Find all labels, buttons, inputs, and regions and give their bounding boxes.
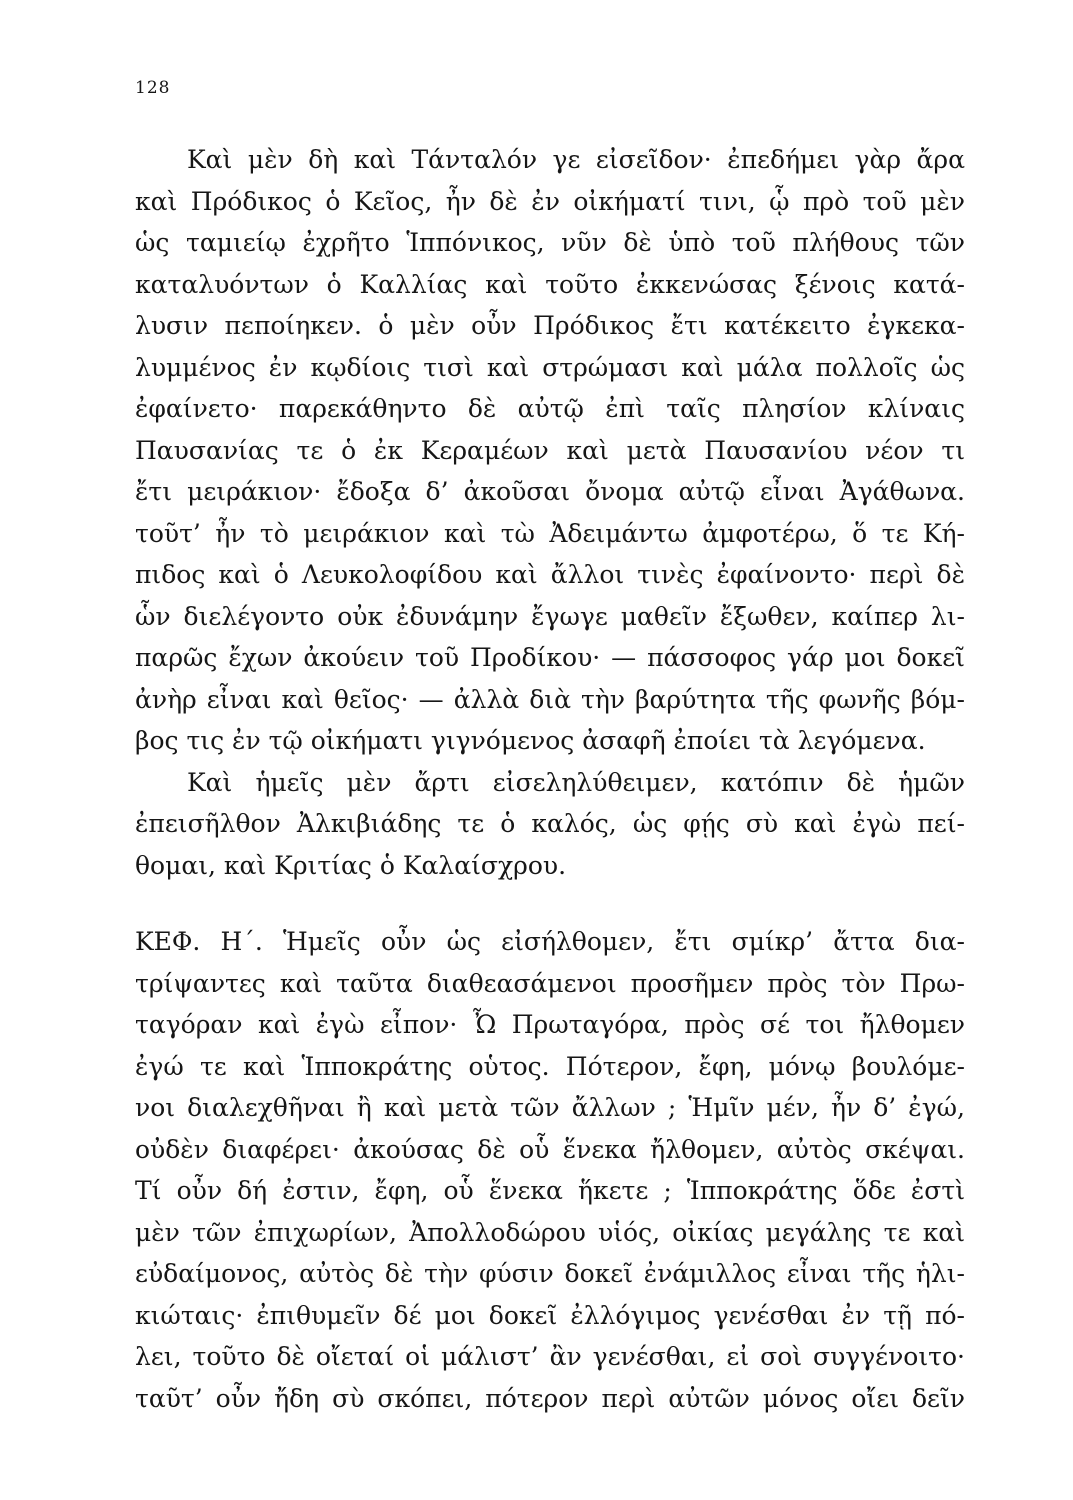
text-line: λει, τοῦτο δὲ οἴεταί οἱ μάλιστ’ ἂν γενέσθαι, εἰ σοὶ συγγένοιτο·: [135, 1342, 965, 1371]
paragraph-3: [135, 921, 965, 1419]
text-line: ἔτι μειράκιον· ἔδοξα δ’ ἀκοῦσαι ὄνομα αὐτῷ εἶναι Ἀγάθωνα.: [135, 477, 965, 506]
text-line: παρῶς ἔχων ἀκούειν τοῦ Προδίκου· — πάσσοφος γάρ μοι δοκεῖ: [135, 643, 965, 672]
text-line: ὧν διελέγοντο οὐκ ἐδυνάμην ἔγωγε μαθεῖν ἔξωθεν, καίπερ λι-: [135, 601, 965, 631]
text-line: λυμμένος ἐν κῳδίοις τισὶ καὶ στρώμασι καὶ μάλα πολλοῖς ὡς: [135, 352, 965, 382]
text-line: νοι διαλεχθῆναι ἢ καὶ μετὰ τῶν ἄλλων ; Ἡμῖν μέν, ἦν δ’ ἐγώ,: [135, 1093, 965, 1122]
text-line: ΚΕΦ. Η΄. Ἡμεῖς οὖν ὡς εἰσήλθομεν, ἔτι σμίκρ’ ἄττα δια-: [135, 927, 965, 956]
text-line: Τί οὖν δή ἐστιν, ἔφη, οὗ ἕνεκα ἥκετε ; Ἱπποκράτης ὅδε ἐστὶ: [135, 1176, 965, 1205]
text-line: ταῦτ’ οὖν ἤδη σὺ σκόπει, πότερον περὶ αὐτῶν μόνος οἴει δεῖν: [135, 1383, 965, 1413]
text-line: θομαι, καὶ Κριτίας ὁ Καλαίσχρου.: [135, 850, 567, 880]
text-block-top: [135, 139, 965, 886]
text-line: καὶ Πρόδικος ὁ Κεῖος, ἦν δὲ ἐν οἰκήματί τινι, ᾧ πρὸ τοῦ μὲν: [135, 186, 965, 216]
text-line: ἐπεισῆλθον Ἀλκιβιάδης τε ὁ καλός, ὡς φῄς σὺ καὶ ἐγὼ πεί-: [135, 809, 965, 838]
text-line: οὐδὲν διαφέρει· ἀκούσας δὲ οὗ ἕνεκα ἤλθομεν, αὐτὸς σκέψαι.: [135, 1134, 965, 1164]
text-line: τοῦτ’ ἦν τὸ μειράκιον καὶ τὼ Ἀδειμάντω ἀμφοτέρω, ὅ τε Κή-: [135, 518, 965, 548]
paragraph-1: [135, 139, 965, 762]
text-line: ὡς ταμιείῳ ἐχρῆτο Ἱππόνικος, νῦν δὲ ὑπὸ τοῦ πλήθους τῶν: [135, 228, 965, 257]
text-line: πιδος καὶ ὁ Λευκολοφίδου καὶ ἄλλοι τινὲς ἐφαίνοντο· περὶ δὲ: [135, 560, 965, 589]
text-line: Καὶ μὲν δὴ καὶ Τάνταλόν γε εἰσεῖδον· ἐπεδήμει γὰρ ἄρα: [187, 145, 965, 174]
text-block-chapter: [135, 921, 965, 1419]
text-line: ἐγώ τε καὶ Ἱπποκράτης οὑτος. Πότερον, ἔφη, μόνῳ βουλόμε-: [135, 1051, 965, 1081]
paragraph-2: [135, 762, 965, 887]
text-line: κιώταις· ἐπιθυμεῖν δέ μοι δοκεῖ ἐλλόγιμος γενέσθαι ἐν τῇ πό-: [135, 1300, 965, 1330]
text-line: βος τις ἐν τῷ οἰκήματι γιγνόμενος ἀσαφῆ ἐποίει τὰ λεγόμενα.: [135, 726, 926, 755]
page-number: 128: [135, 78, 171, 98]
text-line: Παυσανίας τε ὁ ἐκ Κεραμέων καὶ μετὰ Παυσανίου νέον τι: [135, 435, 965, 465]
text-line: τρίψαντες καὶ ταῦτα διαθεασάμενοι προσῆμεν πρὸς τὸν Πρω-: [135, 968, 965, 998]
text-line: ταγόραν καὶ ἐγὼ εἶπον· Ὦ Πρωταγόρα, πρὸς σέ τοι ἤλθομεν: [135, 1010, 965, 1039]
text-line: μὲν τῶν ἐπιχωρίων, Ἀπολλοδώρου υἱός, οἰκίας μεγάλης τε καὶ: [135, 1217, 965, 1247]
text-line: ἐφαίνετο· παρεκάθηντο δὲ αὐτῷ ἐπὶ ταῖς πλησίον κλίναις: [135, 394, 965, 423]
text-line: εὐδαίμονος, αὐτὸς δὲ τὴν φύσιν δοκεῖ ἐνάμιλλος εἶναι τῆς ἡλι-: [135, 1259, 965, 1288]
text-line: καταλυόντων ὁ Καλλίας καὶ τοῦτο ἐκκενώσας ξένοις κατά-: [135, 269, 965, 299]
text-line: λυσιν πεποίηκεν. ὁ μὲν οὖν Πρόδικος ἔτι κατέκειτο ἐγκεκα-: [135, 311, 965, 340]
text-line: Καὶ ἡμεῖς μὲν ἄρτι εἰσεληλύθειμεν, κατόπιν δὲ ἡμῶν: [187, 767, 965, 797]
text-line: ἀνὴρ εἶναι καὶ θεῖος· — ἀλλὰ διὰ τὴν βαρύτητα τῆς φωνῆς βόμ-: [135, 684, 965, 714]
